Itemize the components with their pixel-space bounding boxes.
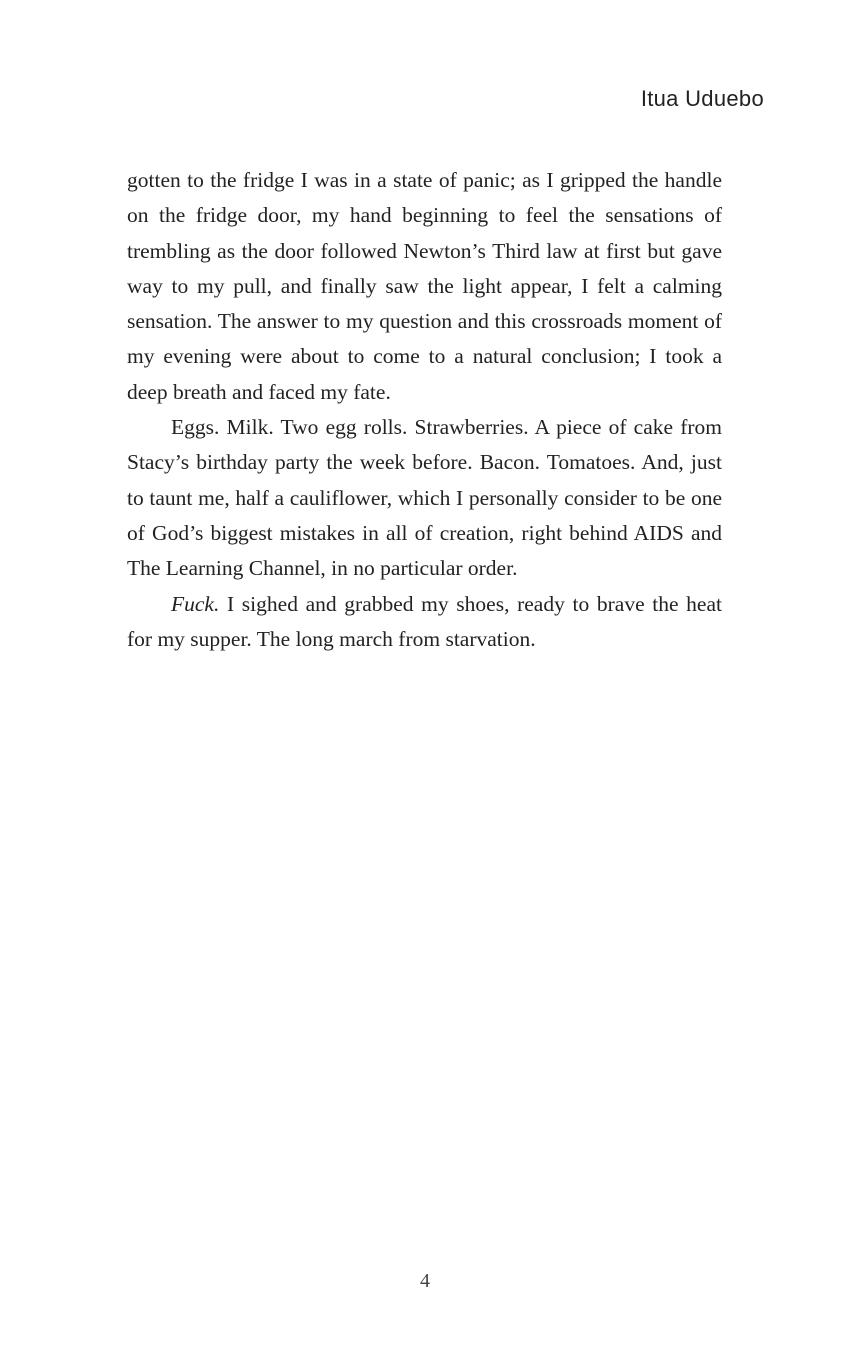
paragraph-fridge-contents: Eggs. Milk. Two egg rolls. Strawberries. A piece of cake from Stacy’s birthday party the week before. Bacon. Tomatoes. And, just to taunt me, half a cauliflower, which I personally consider to be one of God’s biggest mistakes in all of creation, right behind AIDS and The Learning Channel, in no particular order. [127, 415, 722, 581]
body-text [127, 163, 722, 657]
paragraph-continuation: gotten to the fridge I was in a state of panic; as I gripped the handle on the fridge door, my hand beginning to feel the sensations of trembling as the door followed Newton’s Third law at first but gave way to my pull, and finally saw the light appear, I felt a calming sensation. The answer to my question and this crossroads moment of my evening were about to come to a natural conclusion; I took a deep breath and faced my fate. [127, 168, 722, 404]
page-number: 4 [420, 1270, 430, 1292]
paragraph-closing-text: I sighed and grabbed my shoes, ready to brave the heat for my supper. The long march from starvation. [127, 591, 722, 651]
running-head-author: Itua Uduebo [640, 86, 764, 111]
paragraph-closing [127, 587, 722, 658]
italic-exclamation: Fuck. [171, 591, 220, 616]
